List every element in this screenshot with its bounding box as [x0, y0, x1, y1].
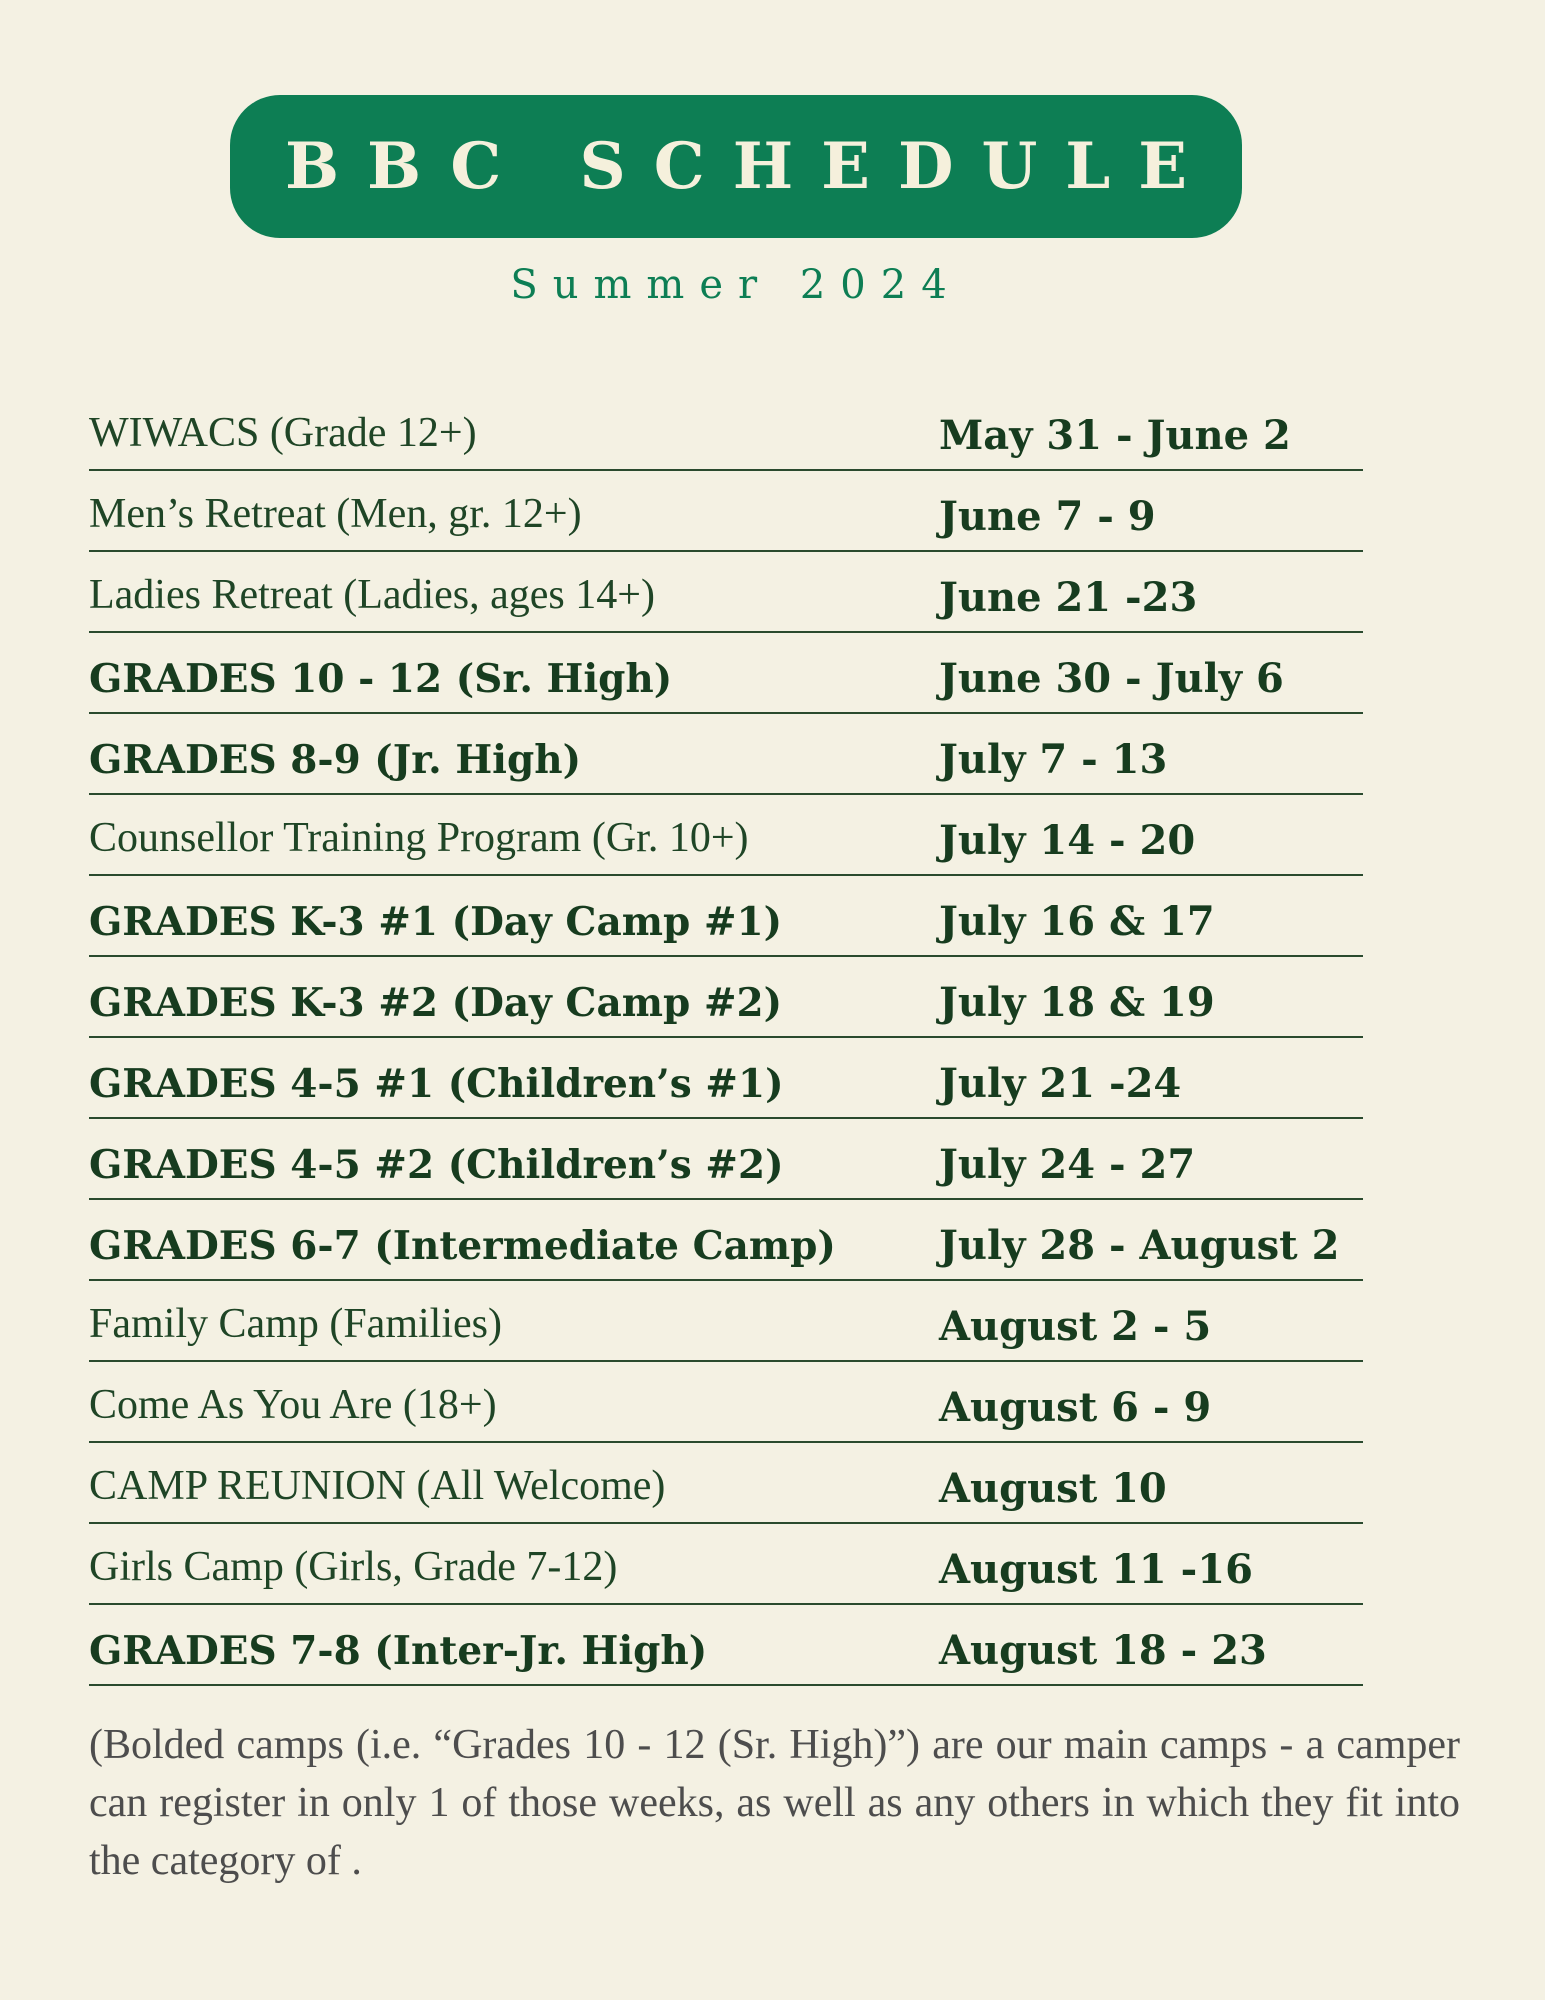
schedule-row — [89, 1443, 1363, 1524]
schedule-row — [89, 1119, 1363, 1200]
schedule-table — [89, 390, 1363, 1686]
event-dates: August 6 - 9 — [939, 1384, 1212, 1431]
event-dates: July 14 - 20 — [939, 817, 1196, 864]
schedule-row — [89, 1200, 1363, 1281]
schedule-row — [89, 471, 1363, 552]
event-dates: July 16 & 17 — [939, 898, 1215, 945]
schedule-row — [89, 1524, 1363, 1605]
event-name: Girls Camp (Girls, Grade 7-12) — [89, 1544, 618, 1590]
event-name: WIWACS (Grade 12+) — [89, 410, 477, 456]
event-dates: May 31 - June 2 — [939, 412, 1291, 459]
schedule-row — [89, 714, 1363, 795]
schedule-row — [89, 1281, 1363, 1362]
schedule-row — [89, 1038, 1363, 1119]
schedule-row — [89, 795, 1363, 876]
schedule-row — [89, 1605, 1363, 1686]
event-name: GRADES 4-5 #2 (Children’s #2) — [89, 1142, 784, 1188]
event-name: Counsellor Training Program (Gr. 10+) — [89, 815, 749, 861]
event-name: GRADES 4-5 #1 (Children’s #1) — [89, 1061, 784, 1107]
event-dates: July 7 - 13 — [939, 736, 1168, 783]
event-name: GRADES 10 - 12 (Sr. High) — [89, 656, 673, 702]
page-subtitle: Summer 2024 — [510, 262, 962, 308]
event-name: GRADES 6-7 (Intermediate Camp) — [89, 1223, 836, 1269]
event-dates: August 2 - 5 — [939, 1303, 1212, 1350]
event-name: Ladies Retreat (Ladies, ages 14+) — [89, 572, 655, 618]
event-dates: July 18 & 19 — [939, 979, 1215, 1026]
event-dates: July 28 - August 2 — [939, 1222, 1340, 1269]
event-dates: July 21 -24 — [939, 1060, 1182, 1107]
schedule-row — [89, 552, 1363, 633]
event-name: Men’s Retreat (Men, gr. 12+) — [89, 491, 582, 537]
event-dates: June 7 - 9 — [939, 493, 1156, 540]
event-name: GRADES 7-8 (Inter-Jr. High) — [89, 1628, 708, 1674]
event-name: GRADES K-3 #1 (Day Camp #1) — [89, 899, 783, 945]
event-name: Come As You Are (18+) — [89, 1382, 497, 1428]
schedule-row — [89, 390, 1363, 471]
event-dates: August 18 - 23 — [939, 1627, 1267, 1674]
event-name: GRADES K-3 #2 (Day Camp #2) — [89, 980, 783, 1026]
event-name: Family Camp (Families) — [89, 1301, 502, 1347]
schedule-row — [89, 633, 1363, 714]
schedule-row — [89, 957, 1363, 1038]
event-dates: August 11 -16 — [939, 1546, 1253, 1593]
page-title: BBC SCHEDULE — [284, 129, 1216, 204]
event-name: CAMP REUNION (All Welcome) — [89, 1463, 666, 1509]
event-dates: June 30 - July 6 — [939, 655, 1284, 702]
event-name: GRADES 8-9 (Jr. High) — [89, 737, 582, 783]
event-dates: July 24 - 27 — [939, 1141, 1196, 1188]
schedule-row — [89, 1362, 1363, 1443]
footnote: (Bolded camps (i.e. “Grades 10 - 12 (Sr. High)”) are our main camps - a camper can register in only 1 of those weeks, as well as any others in which they fit into the category of . — [89, 1722, 1460, 1884]
event-dates: August 10 — [939, 1465, 1167, 1512]
title-banner — [230, 95, 1242, 238]
schedule-row — [89, 876, 1363, 957]
event-dates: June 21 -23 — [939, 574, 1198, 621]
